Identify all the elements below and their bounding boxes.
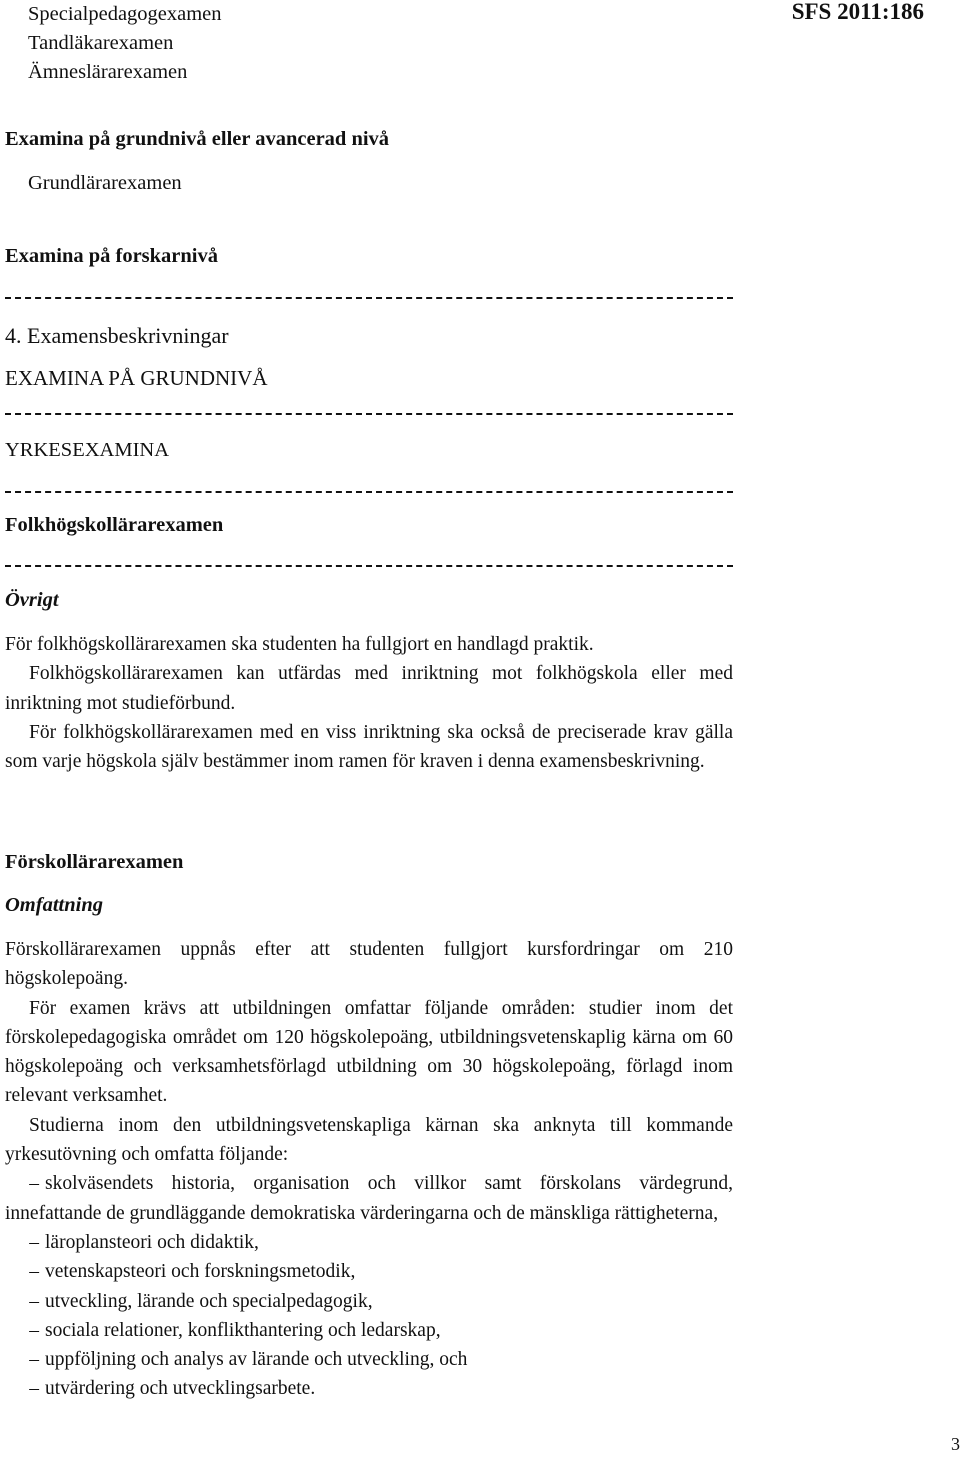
list-item bbox=[5, 1316, 733, 1345]
list-item bbox=[5, 1287, 733, 1316]
list-item-text: utvärdering och utvecklingsarbete. bbox=[45, 1378, 316, 1400]
chapter-heading: 4. Examensbeskrivningar bbox=[5, 323, 229, 348]
forskola-text bbox=[5, 935, 733, 1404]
dash-bullet: – bbox=[29, 1231, 39, 1253]
omission-divider bbox=[5, 565, 733, 567]
section-item-grundlararexamen: Grundlärarexamen bbox=[28, 172, 182, 194]
list-item-text: läroplansteori och didaktik, bbox=[45, 1231, 259, 1253]
dash-bullet: – bbox=[29, 1349, 39, 1371]
requirement-list bbox=[5, 1169, 733, 1403]
list-item-text: sociala relationer, konflikthantering och ledarskap, bbox=[45, 1319, 441, 1341]
list-item-text: utveckling, lärande och specialpedagogik, bbox=[45, 1290, 373, 1312]
exam-list-item: Ämneslärarexamen bbox=[28, 61, 188, 83]
exam-list-item: Specialpedagogexamen bbox=[28, 3, 222, 25]
omission-divider bbox=[5, 413, 733, 415]
ovrigt-heading: Övrigt bbox=[5, 589, 59, 611]
list-item bbox=[5, 1169, 733, 1228]
paragraph: Studierna inom den utbildningsvetenskapliga kärnan ska anknyta till kommande yrkesutövning och omfatta följande: bbox=[5, 1114, 733, 1166]
dash-bullet: – bbox=[29, 1319, 39, 1341]
exam-list-item: Tandläkarexamen bbox=[28, 32, 174, 54]
dash-bullet: – bbox=[29, 1290, 39, 1312]
list-item bbox=[5, 1228, 733, 1257]
paragraph: Folkhögskollärarexamen kan utfärdas med inriktning mot folkhögskola eller med inriktning mot studieförbund. bbox=[5, 663, 733, 714]
omission-divider bbox=[5, 297, 733, 299]
paragraph: För folkhögskollärarexamen ska studenten ha fullgjort en handlagd praktik. bbox=[5, 634, 594, 655]
list-item-text: uppföljning och analys av lärande och utveckling, och bbox=[45, 1349, 468, 1371]
exam-title-forskola: Förskollärarexamen bbox=[5, 851, 184, 873]
list-item bbox=[5, 1345, 733, 1374]
folkhogskola-text bbox=[5, 630, 733, 776]
list-item-text: vetenskapsteori och forskningsmetodik, bbox=[45, 1261, 356, 1283]
list-item bbox=[5, 1257, 733, 1286]
chapter-subheading: EXAMINA PÅ GRUNDNIVÅ bbox=[5, 366, 268, 390]
dash-bullet: – bbox=[29, 1261, 39, 1283]
paragraph: För examen krävs att utbildningen omfattar följande områden: studier inom det förskolepedagogiska området om 120 högskolepoäng, utbildningsvetenskaplig kärna om 60 högskolepoäng och verksamhetsförlagd utbildning om 30 högskolepoäng, förlagd inom relevant verksamhet. bbox=[5, 997, 733, 1107]
category-heading: YRKESEXAMINA bbox=[5, 439, 169, 461]
exam-title-folkhogskola: Folkhögskollärarexamen bbox=[5, 514, 224, 536]
dash-bullet: – bbox=[29, 1173, 39, 1195]
omission-divider bbox=[5, 491, 733, 493]
paragraph: För folkhögskollärarexamen med en viss inriktning ska också de preciserade krav gälla som varje högskola själv bestämmer inom ramen för kraven i denna examensbeskrivning. bbox=[5, 721, 733, 773]
exam-list bbox=[28, 0, 222, 87]
sfs-number: SFS 2011:186 bbox=[791, 0, 924, 24]
page-number: 3 bbox=[951, 1434, 960, 1454]
list-item-text: skolväsendets historia, organisation och villkor samt förskolans värdegrund, innefattande de grundläggande demokratiska värderingarna och de mänskliga rättigheterna, bbox=[5, 1173, 733, 1224]
list-item bbox=[5, 1374, 733, 1403]
paragraph: Förskollärarexamen uppnås efter att studenten fullgjort kursfordringar om 210 högskolepoäng. bbox=[5, 939, 733, 990]
section-heading-advanced: Examina på grundnivå eller avancerad nivå bbox=[5, 128, 390, 150]
dash-bullet: – bbox=[29, 1378, 39, 1400]
section-heading-research: Examina på forskarnivå bbox=[5, 245, 218, 267]
omfattning-heading: Omfattning bbox=[5, 894, 103, 916]
